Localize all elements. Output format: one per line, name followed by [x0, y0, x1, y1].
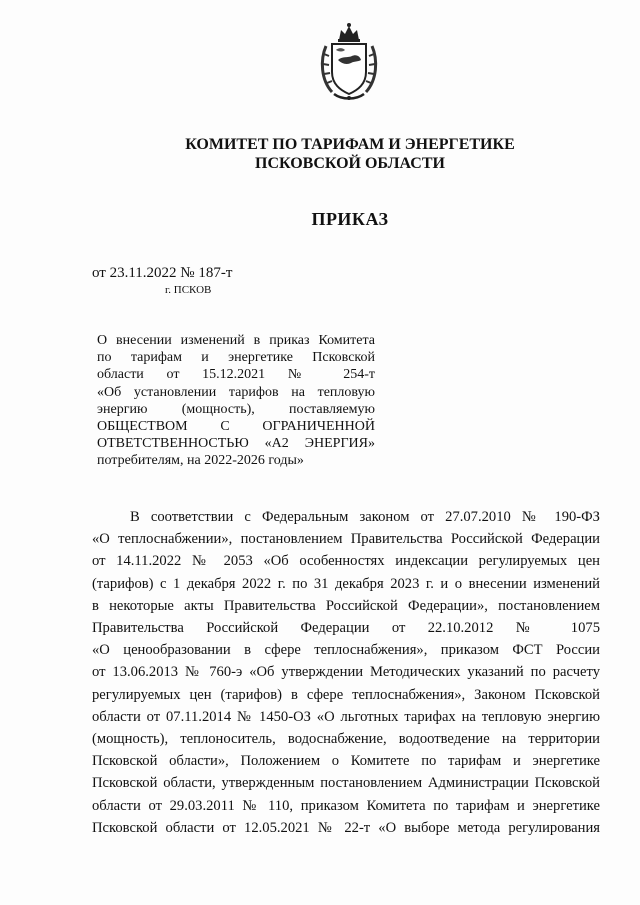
subject-line: потребителям, на 2022-2026 годы»	[97, 453, 304, 469]
document-subject	[97, 332, 375, 470]
body-line: от 14.11.2022 № 2053 «Об особенностях индексации регулируемых цен	[92, 553, 600, 570]
body-line: «О ценообразовании в сфере теплоснабжения», приказом ФСТ России	[92, 642, 600, 659]
subject-line: ОТВЕТСТВЕННОСТЬЮ «А2 ЭНЕРГИЯ»	[97, 436, 375, 452]
body-line: Псковской области, утвержденным постановлением Администрации Псковской	[92, 775, 600, 792]
organization-name-line1: КОМИТЕТ ПО ТАРИФАМ И ЭНЕРГЕТИКЕ	[185, 136, 515, 153]
body-line: области от 29.03.2011 № 110, приказом Комитета по тарифам и энергетике	[92, 797, 600, 814]
subject-line: области от 15.12.2021 № 254-т	[97, 367, 375, 383]
organization-name-line2: ПСКОВСКОЙ ОБЛАСТИ	[255, 155, 445, 172]
coat-of-arms-emblem	[318, 20, 380, 102]
body-line: (мощность), теплоноситель, водоснабжение, водоотведение на территории	[92, 731, 600, 748]
subject-line: «Об установлении тарифов на тепловую	[97, 384, 375, 400]
body-line: Правительства Российской Федерации от 22.10.2012 № 1075	[92, 620, 600, 637]
body-line: области от 07.11.2014 № 1450-ОЗ «О льготных тарифах на тепловую энергию	[92, 708, 600, 725]
subject-line: энергию (мощность), поставляемую	[97, 401, 375, 417]
subject-line: О внесении изменений в приказ Комитета	[97, 333, 375, 348]
body-line: «О теплоснабжении», постановлением Правительства Российской Федерации	[92, 531, 600, 548]
document-body	[92, 506, 600, 839]
document-type-title: ПРИКАЗ	[311, 209, 389, 229]
body-line: регулируемых цен (тарифов) в сфере теплоснабжения», Законом Псковской	[92, 686, 600, 703]
document-city: г. ПСКОВ	[165, 284, 212, 296]
body-line: (тарифов) с 1 декабря 2022 г. по 31 декабря 2023 г. и о внесении изменений	[92, 575, 600, 592]
document-date-number: от 23.11.2022 № 187-т	[92, 265, 233, 281]
subject-line: ОБЩЕСТВОМ С ОГРАНИЧЕННОЙ	[97, 419, 375, 435]
body-line: в некоторые акты Правительства Российской Федерации», постановлением	[92, 597, 600, 614]
body-line: Псковской области», Положением о Комитете по тарифам и энергетике	[92, 753, 600, 770]
body-line: В соответствии с Федеральным законом от 27.07.2010 № 190-ФЗ	[130, 509, 600, 525]
body-line: Псковской области от 12.05.2021 № 22-т «О выборе метода регулирования	[92, 819, 600, 836]
body-line: от 13.06.2013 № 760-э «Об утверждении Методических указаний по расчету	[92, 664, 600, 681]
subject-line: по тарифам и энергетике Псковской	[97, 350, 375, 366]
